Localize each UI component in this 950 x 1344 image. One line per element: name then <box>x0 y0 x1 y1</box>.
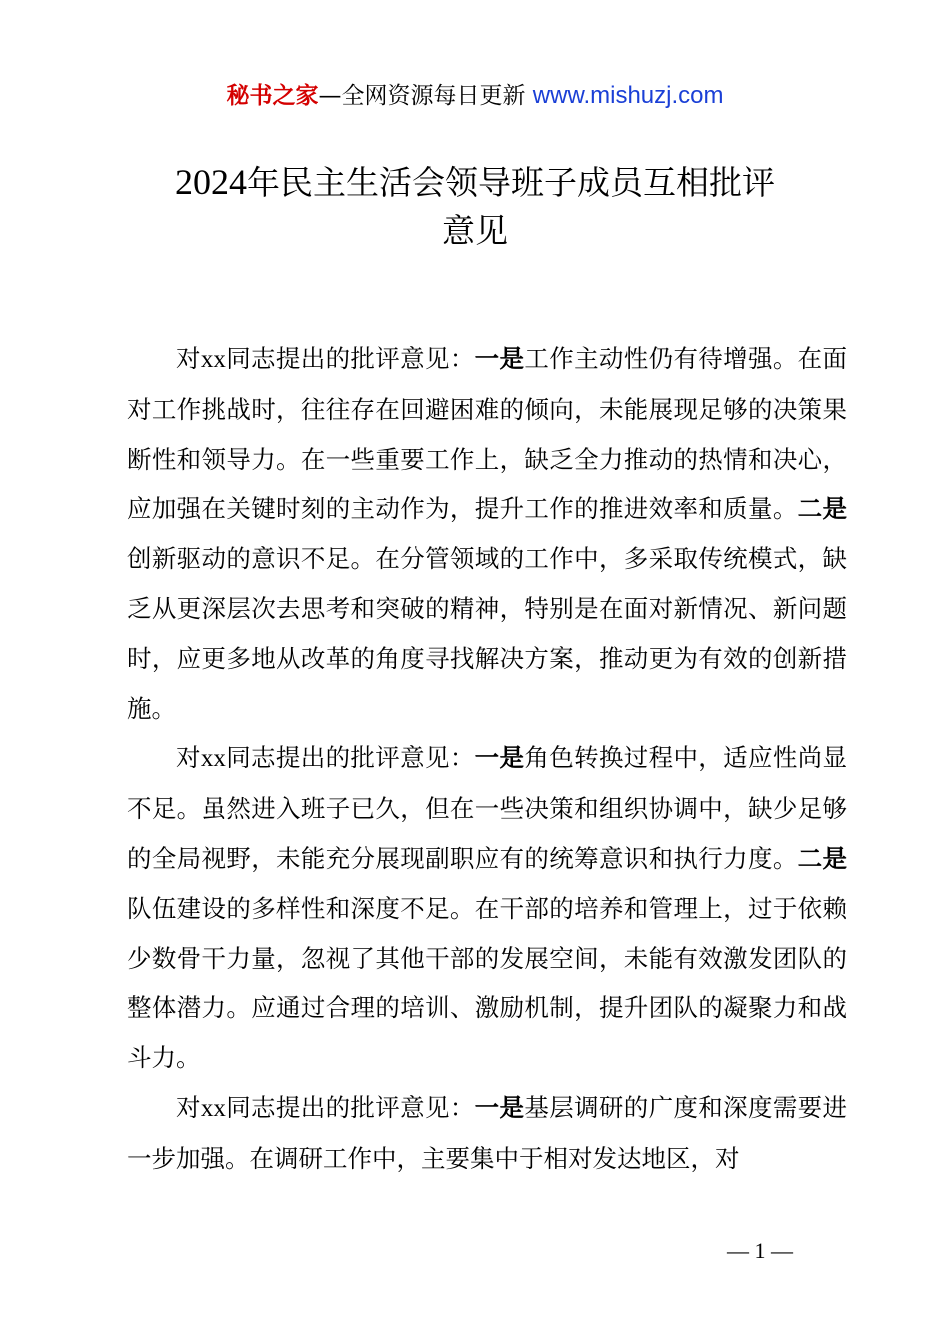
point-marker: 一是 <box>474 1092 525 1122</box>
paragraph <box>127 733 847 1083</box>
paragraph-prefix: 对 <box>176 344 201 373</box>
title-year: 2024 <box>175 162 247 202</box>
point-marker: 二是 <box>797 843 848 873</box>
site-banner <box>0 78 950 114</box>
paragraph-prefix: 同志提出的批评意见： <box>225 743 475 773</box>
placeholder-name: xx <box>200 745 226 773</box>
title-line-1 <box>0 158 950 207</box>
paragraph-text: 角色转换过程中，适应性尚显不足。虽然进入班子已久，但在一些决策和组织协调中，缺少足够的全局视野，未能充分展现副职应有的统筹意识和执行力度。 <box>127 743 848 873</box>
title-line-2: 意见 <box>442 211 508 250</box>
point-marker: 一是 <box>474 743 525 773</box>
title-text: 年民主生活会领导班子成员互相批评 <box>247 163 775 202</box>
document-body <box>127 334 847 1184</box>
site-url-link[interactable]: www.mishuzj.com <box>532 82 724 109</box>
placeholder-name: xx <box>200 346 226 373</box>
paragraph <box>127 1083 847 1184</box>
paragraph-text: 创新驱动的意识不足。在分管领域的工作中，多采取传统模式，缺乏从更深层次去思考和突破的精神，特别是在面对新情况、新问题时，应更多地从改革的角度寻找解决方案，推动更为有效的创新措施。 <box>127 544 847 723</box>
paragraph-text: 工作主动性仍有待增强。在面对工作挑战时，往往存在回避困难的倾向，未能展现足够的决策果断性和领导力。在一些重要工作上，缺乏全力推动的热情和决心，应加强在关键时刻的主动作为，提升工作的推进效率和质量。 <box>127 344 848 524</box>
point-marker: 一是 <box>474 344 525 373</box>
point-marker: 二是 <box>797 494 848 524</box>
paragraph-text: 队伍建设的多样性和深度不足。在干部的培养和管理上，过于依赖少数骨干力量，忽视了其他干部的发展空间，未能有效激发团队的整体潜力。应通过合理的培训、激励机制，提升团队的凝聚力和战斗力。 <box>127 893 847 1073</box>
document-title <box>0 158 950 255</box>
banner-slogan: —全网资源每日更新 <box>318 83 526 109</box>
page-number: — 1 — <box>727 1238 793 1263</box>
paragraph-text: 基层调研的广度和深度需要进一步加强。在调研工作中，主要集中于相对发达地区，对 <box>127 1092 848 1173</box>
brand-name: 秘书之家 <box>226 83 319 109</box>
placeholder-name: xx <box>200 1094 226 1122</box>
paragraph-prefix: 对 <box>176 743 201 773</box>
paragraph-prefix: 对 <box>176 1092 201 1122</box>
paragraph <box>127 334 847 733</box>
paragraph-prefix: 同志提出的批评意见： <box>225 344 475 373</box>
paragraph-prefix: 同志提出的批评意见： <box>225 1092 475 1122</box>
